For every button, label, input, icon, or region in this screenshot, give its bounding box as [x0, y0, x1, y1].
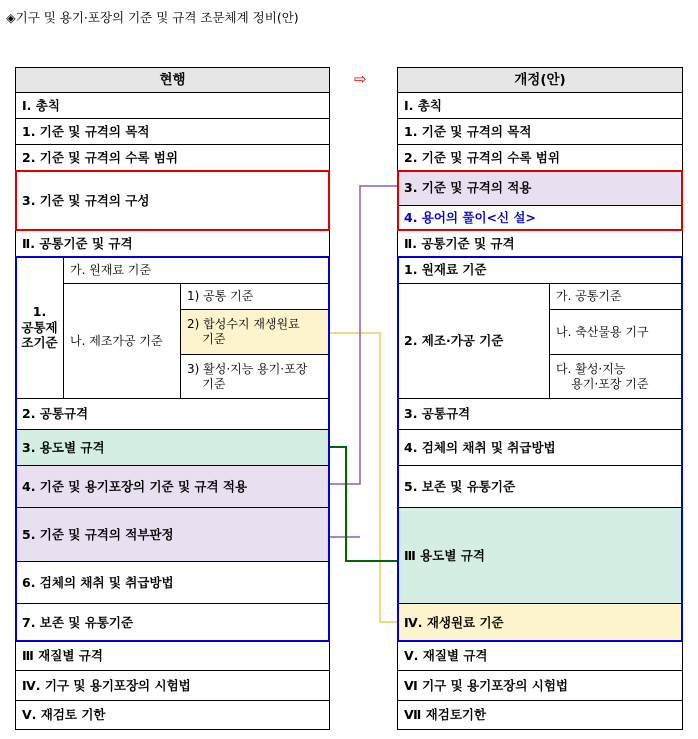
revised-chapter-2: Ⅱ. 공통기준 및 규격: [397, 230, 683, 257]
revised-sampling: 4. 검체의 채취 및 취급방법: [397, 429, 683, 466]
current-chapter-1: Ⅰ. 총칙: [15, 92, 330, 119]
current-item-purpose: 1. 기준 및 규격의 목적: [15, 118, 330, 145]
connector-usage-spec: [330, 447, 397, 561]
revised-item-definitions: 4. 용어의 풀이<신 설>: [397, 205, 683, 231]
current-common-standard: 1) 공통 기준: [180, 283, 330, 310]
current-chapter-5: Ⅴ. 재검토 기한: [15, 700, 330, 730]
arrow-right-icon: ⇨: [354, 70, 367, 88]
current-mfg-process: 나. 제조가공 기준: [63, 283, 181, 399]
revised-item-application: 3. 기준 및 규격의 적용: [397, 170, 683, 206]
revised-item-scope: 2. 기준 및 규격의 수록 범위: [397, 144, 683, 171]
current-common-mfg-label: 1. 공통제 조기준: [15, 256, 64, 399]
current-item-composition: 3. 기준 및 규격의 구성: [15, 170, 330, 231]
revised-common-standard: 가. 공통기준: [549, 283, 683, 310]
revised-usage-spec: Ⅲ 용도별 규격: [397, 507, 683, 604]
revised-common-spec: 3. 공통규격: [397, 398, 683, 430]
revised-chapter-7: Ⅶ 재검토기한: [397, 700, 683, 730]
current-conformity: 5. 기준 및 규격의 적부판정: [15, 507, 330, 562]
current-chapter-3: Ⅲ 재질별 규격: [15, 641, 330, 671]
revised-header: 개정(안): [397, 67, 683, 93]
current-header: 현행: [15, 67, 330, 93]
current-raw-material: 가. 원재료 기준: [63, 256, 330, 284]
current-recycled-resin: 2) 합성수지 재생원료 기준: [180, 309, 330, 355]
current-item-scope: 2. 기준 및 규격의 수록 범위: [15, 144, 330, 171]
revised-storage: 5. 보존 및 유통기준: [397, 465, 683, 508]
revised-item-purpose: 1. 기준 및 규격의 목적: [397, 118, 683, 145]
current-sampling: 6. 검체의 채취 및 취급방법: [15, 561, 330, 604]
revised-mfg-process: 2. 제조·가공 기준: [397, 283, 550, 399]
revised-livestock-utensils: 나. 축산물용 기구: [549, 309, 683, 355]
revised-active-intelligent: 다. 활성·지능 용기·포장 기준: [549, 354, 683, 399]
connector-recycled-resin: [330, 333, 397, 622]
current-application: 4. 기준 및 용기포장의 기준 및 규격 적용: [15, 465, 330, 508]
current-usage-spec: 3. 용도별 규격: [15, 429, 330, 466]
revised-chapter-6: Ⅵ 기구 및 용기포장의 시험법: [397, 670, 683, 701]
connector-application: [330, 186, 397, 484]
current-common-spec: 2. 공통규격: [15, 398, 330, 430]
revised-chapter-1: Ⅰ. 총칙: [397, 92, 683, 119]
current-storage: 7. 보존 및 유통기준: [15, 603, 330, 642]
revised-recycled-material: Ⅳ. 재생원료 기준: [397, 603, 683, 642]
revised-chapter-5: Ⅴ. 재질별 규격: [397, 641, 683, 671]
current-active-intelligent: 3) 활성·지능 용기·포장 기준: [180, 354, 330, 399]
page-title: ◈기구 및 용기·포장의 기준 및 규격 조문체계 정비(안): [6, 10, 299, 25]
current-chapter-2: Ⅱ. 공통기준 및 규격: [15, 230, 330, 257]
revised-raw-material: 1. 원재료 기준: [397, 256, 683, 284]
current-chapter-4: Ⅳ. 기구 및 용기포장의 시험법: [15, 670, 330, 701]
